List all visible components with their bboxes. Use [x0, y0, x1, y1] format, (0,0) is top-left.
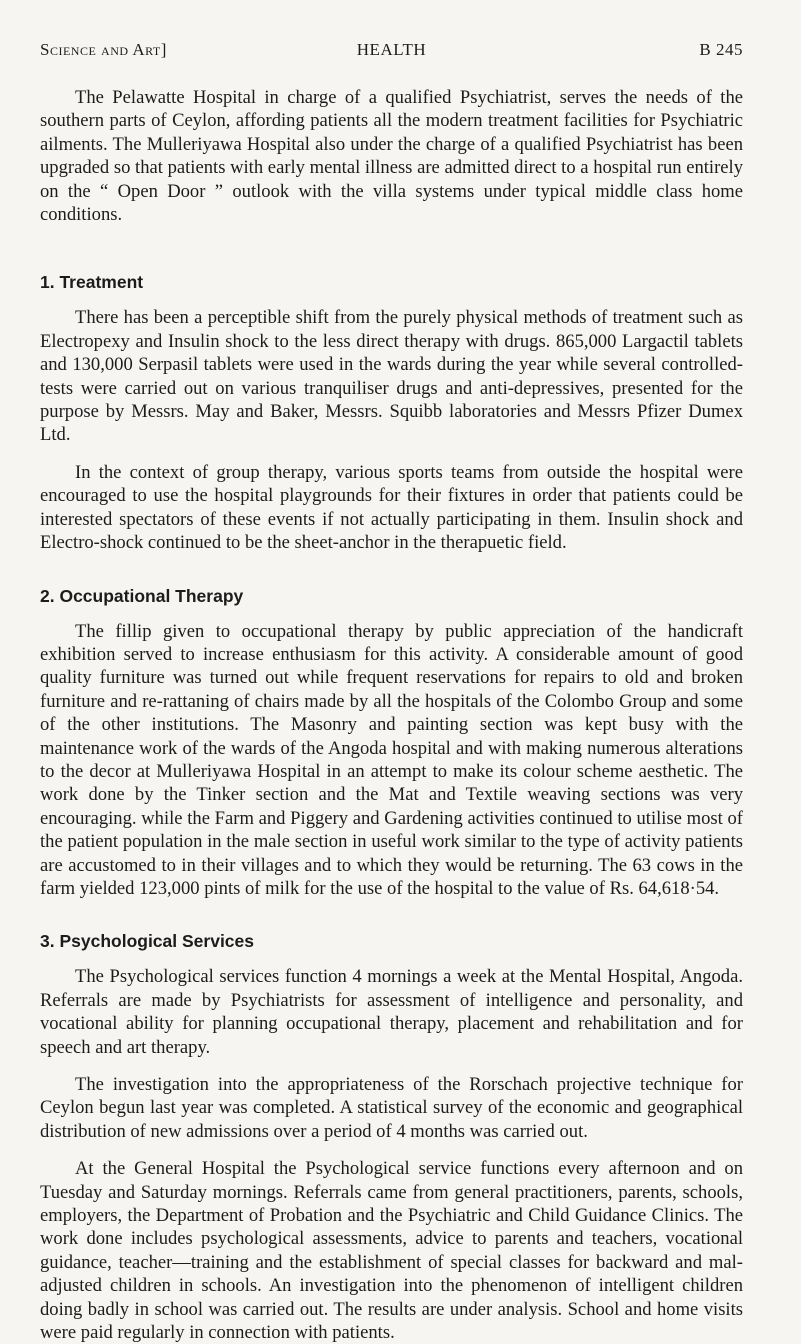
paragraph: In the context of group therapy, various sports teams from outside the hospital were encouraged to use the hospital playgrounds for their fixtures in order that patients could be interested spectators of these events if not actually participating in them. Insulin shock and Electro-shock continued to be the sheet-anchor in the therapuetic field. — [40, 461, 743, 554]
paragraph: There has been a perceptible shift from the purely physical methods of treatment such as Electropexy and Insulin shock to the less direct therapy with drugs. 865,000 Largactil tablets and 130,000 Serpasil tablets were used in the wards during the year while several controlled-tests were carried out on various tranquiliser drugs and anti-depressives, presented for the purpose by Messrs. May and Baker, Messrs. Squibb laboratories and Messrs Pfizer Dumex Ltd. — [40, 307, 743, 446]
section-treatment — [40, 271, 743, 554]
section-psychological-services — [40, 930, 743, 1344]
section-heading-psychological-services: 3. Psychological Services — [40, 931, 255, 952]
section-heading-occupational-therapy: 2. Occupational Therapy — [40, 585, 244, 606]
paragraph: The fillip given to occupational therapy by public appreciation of the handicraft exhibition served to increase enthusiasm for this activity. A considerable amount of good quality furniture was turned out while frequent reservations for repairs to old and broken furniture and re-rattaning of chairs made by all the hospitals of the Colombo Group and some of the other institutions. The Masonry and painting section was kept busy with the maintenance work of the wards of the Angoda hospital and with making numerous alterations to the decor at Mulleriyawa Hospital in an attempt to make its colour scheme aesthetic. The work done by the Tinker section and the Mat and Textile weaving sections was very encouraging. while the Farm and Piggery and Gardening activities continued to utilise most of the patient population in the male section in useful work similar to the type of activity patients are accustomed to in their villages and to which they would be returning. The 63 cows in the farm yielded 123,000 pints of milk for the use of the hospital to the value of Rs. 64,618·54. — [40, 620, 743, 899]
running-head — [40, 40, 743, 64]
intro-paragraph: The Pelawatte Hospital in charge of a qualified Psychiatrist, serves the needs of the southern parts of Ceylon, affording patients all the modern treatment facilities for Psychiatric ailments. The Mulleriyawa Hospital also under the charge of a qualified Psychiatrist has been upgraded so that patients with early mental illness are admitted direct to a hospital run entirely on the “ Open Door ” outlook with the villa systems under typical middle class home conditions. — [40, 87, 743, 226]
section-occupational-therapy — [40, 585, 743, 901]
paragraph: The investigation into the appropriateness of the Rorschach projective technique for Ceylon begun last year was completed. A statistical survey of the economic and geographical distribution of new admissions over a period of 4 months was carried out. — [40, 1074, 743, 1142]
section-heading-treatment: 1. Treatment — [40, 272, 144, 293]
paragraph: At the General Hospital the Psychological service functions every afternoon and on Tuesday and Saturday mornings. Referrals came from general practitioners, parents, schools, employers, the Department of Probation and the Psychiatric and Child Guidance Clinics. The work done includes psychological assessments, advice to parents and teachers, vocational guidance, teacher—training and the establishment of special classes for backward and mal-adjusted children in schools. An investigation into the phenomenon of intelligent children doing badly in school was carried out. The results are under analysis. School and home visits were paid regularly in connection with patients. — [40, 1158, 743, 1344]
paragraph: The Psychological services function 4 mornings a week at the Mental Hospital, Angoda. Referrals are made by Psychiatrists for assessment of intelligence and personality, and vocational ability for planning occupational therapy, placement and rehabilitation and for speech and art therapy. — [40, 966, 743, 1058]
body-text — [40, 86, 743, 1344]
running-head-section: Science and Art] — [40, 40, 167, 59]
page-number: B 245 — [699, 40, 743, 59]
running-head-title: HEALTH — [356, 40, 427, 59]
